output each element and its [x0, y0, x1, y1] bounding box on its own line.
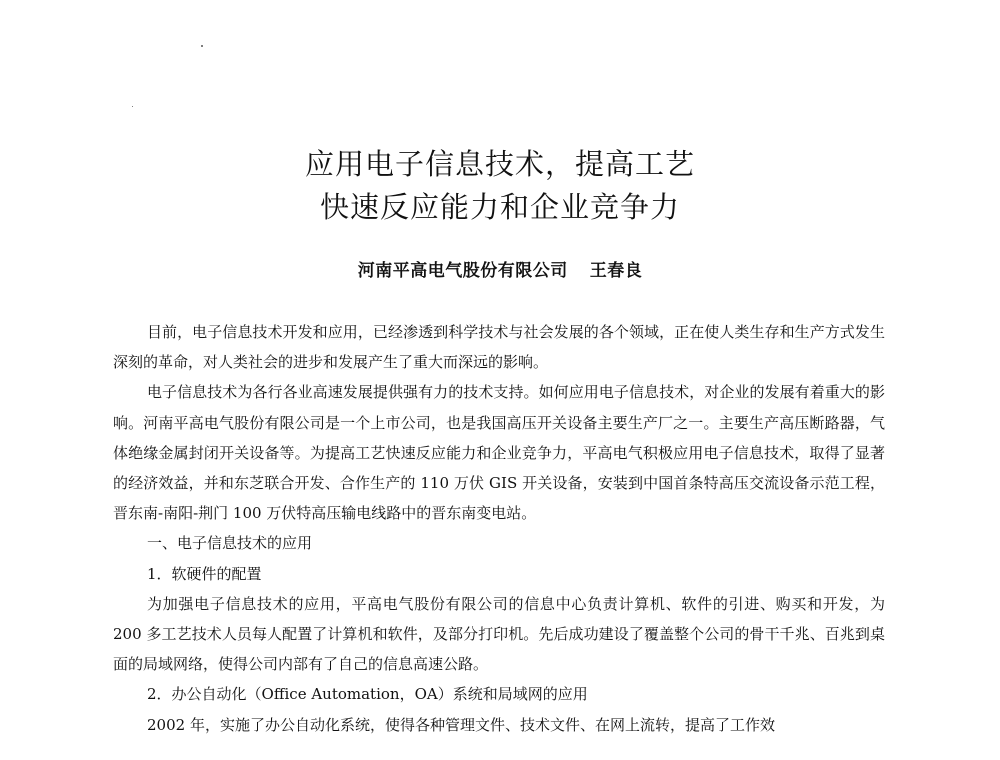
- company-name: 河南平高电气股份有限公司: [357, 261, 568, 281]
- paragraph-company-overview: 电子信息技术为各行各业高速发展提供强有力的技术支持。如何应用电子信息技术，对企业的发展有着重大的影响。河南平高电气股份有限公司是一个上市公司，也是我国高压开关设备主要生产厂之一。主要生产高压断路器，气体绝缘金属封闭开关设备等。为提高工艺快速反应能力和企业竞争力，平高电气积极应用电子信息技术，取得了显著的经济效益，并和东芝联合开发、合作生产的 110 万伏 GIS 开关设备，安装到中国首条特高压交流设备示范工程，晋东南-南阳-荆门 100 万伏特高压输电线路中的晋东南变电站。: [113, 383, 885, 523]
- scan-speck: [132, 106, 133, 107]
- paragraph-hardware-software: 为加强电子信息技术的应用，平高电气股份有限公司的信息中心负责计算机、软件的引进、购买和开发，为 200 多工艺技术人员每人配置了计算机和软件，及部分打印机。先后成功建设了覆盖整个公司的骨干千兆、百兆到桌面的局域网络，使得公司内部有了自己的信息高速公路。: [113, 594, 885, 674]
- byline: [0, 256, 1000, 281]
- scan-speck: [201, 45, 203, 47]
- document-title-line-1: 应用电子信息技术，提高工艺: [304, 147, 695, 181]
- subsection-heading-1: 1．软硬件的配置: [147, 564, 262, 583]
- paragraph-intro: 目前，电子信息技术开发和应用，已经渗透到科学技术与社会发展的各个领域，正在使人类生存和生产方式发生深刻的革命，对人类社会的进步和发展产生了重大而深远的影响。: [113, 323, 885, 372]
- document-title-line-2: 快速反应能力和企业竞争力: [319, 190, 680, 224]
- subsection-heading-2: 2．办公自动化（Office Automation，OA）系统和局域网的应用: [147, 685, 588, 704]
- author-name: 王春良: [589, 261, 643, 281]
- article-body: [113, 317, 885, 740]
- section-heading-1: 一、电子信息技术的应用: [147, 534, 313, 553]
- paragraph-office-automation: 2002 年，实施了办公自动化系统，使得各种管理文件、技术文件、在网上流转，提高了工作效: [147, 715, 775, 734]
